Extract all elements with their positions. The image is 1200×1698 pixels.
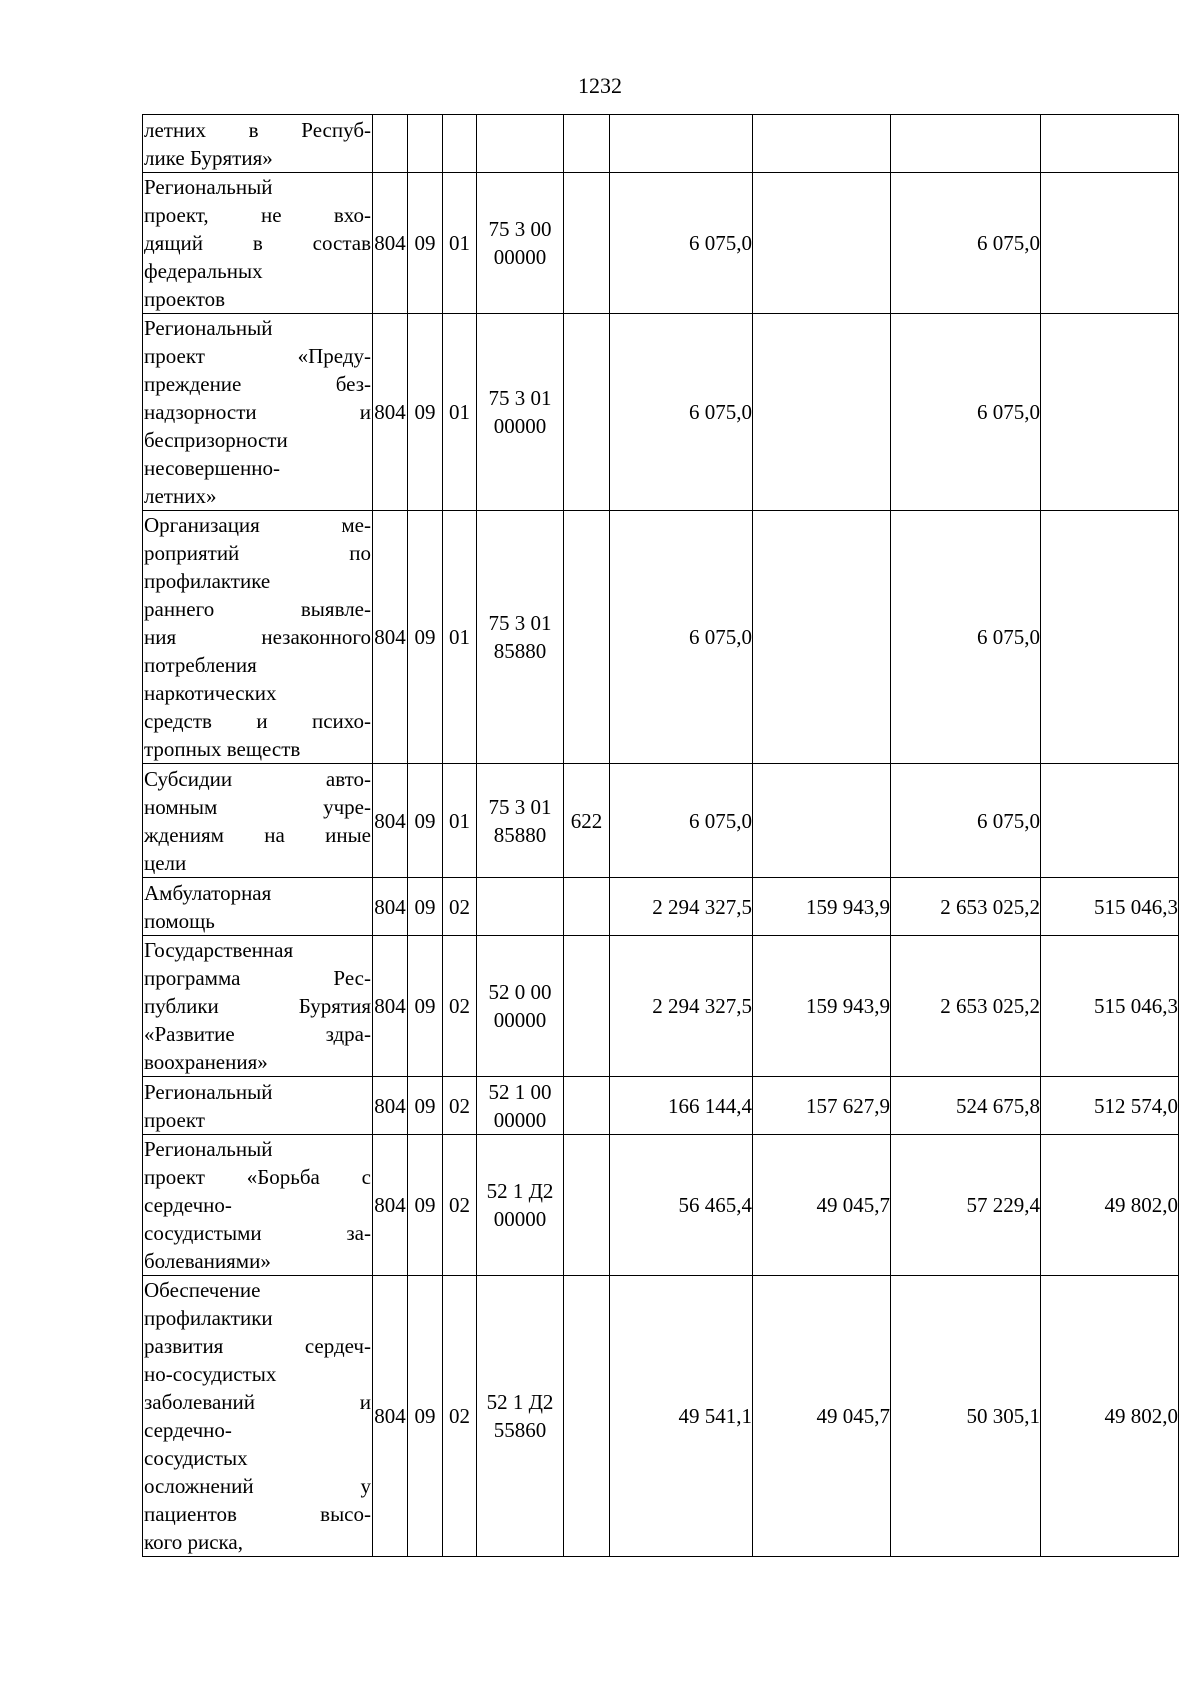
subsection-code-cell: 02 (443, 1077, 477, 1135)
item-name-line: тропных веществ (144, 737, 301, 761)
target-article-line: 85880 (493, 822, 547, 847)
target-article-cell (477, 1276, 564, 1557)
item-name-line: проект «Преду- (144, 344, 371, 368)
amount-cell-3: 6 075,0 (891, 314, 1041, 511)
item-name-line: ния незаконного (144, 625, 371, 649)
item-name-line: но-сосудистых (144, 1362, 277, 1386)
amount-cell-1: 166 144,4 (610, 1077, 753, 1135)
item-name-line: Субсидии авто- (144, 766, 371, 791)
item-name-line: потребления (144, 653, 257, 677)
amount-cell-1: 2 294 327,5 (610, 936, 753, 1077)
budget-table (142, 114, 1179, 1557)
amount-cell-2 (753, 314, 891, 511)
item-name-cell (143, 1135, 373, 1276)
amount-cell-4: 512 574,0 (1041, 1077, 1179, 1135)
expense-type-cell (564, 1135, 610, 1276)
item-name-line: помощь (144, 908, 215, 933)
amount-cell-4: 49 802,0 (1041, 1135, 1179, 1276)
target-article-cell (477, 764, 564, 878)
amount-cell-1: 6 075,0 (610, 173, 753, 314)
amount-cell-3 (891, 115, 1041, 173)
page-number: 1232 (578, 73, 622, 98)
target-article-cell (477, 1135, 564, 1276)
expense-type-cell (564, 1077, 610, 1135)
item-name-line: публики Бурятия (144, 994, 371, 1018)
subsection-code-cell: 02 (443, 936, 477, 1077)
section-code-cell: 09 (408, 1135, 443, 1276)
item-name-line: беспризорности (144, 428, 288, 452)
subsection-code-cell: 02 (443, 1135, 477, 1276)
item-name-line: преждение без- (144, 372, 371, 396)
amount-cell-1: 6 075,0 (610, 511, 753, 764)
item-name-line: болеваниями» (144, 1249, 271, 1273)
item-name-line: летних» (144, 484, 217, 508)
item-name-line: Амбулаторная (144, 880, 272, 905)
item-name-line: несовершенно- (144, 456, 280, 480)
expense-type-cell (564, 1276, 610, 1557)
item-name-line: дящий в состав (144, 231, 371, 255)
item-name-line: программа Рес- (144, 966, 371, 990)
item-name-cell (143, 115, 373, 173)
item-name-line: сосудистыми за- (144, 1221, 371, 1245)
amount-cell-3: 6 075,0 (891, 764, 1041, 878)
target-article-line: 00000 (493, 414, 547, 438)
item-name-cell (143, 511, 373, 764)
item-name-line: пациентов высо- (144, 1502, 371, 1526)
target-article-line: 52 1 00 (488, 1079, 552, 1104)
target-article-line: 00000 (493, 1107, 547, 1132)
item-name-line: Организация ме- (144, 513, 371, 537)
item-name-cell (143, 314, 373, 511)
amount-cell-4 (1041, 173, 1179, 314)
subsection-code-cell: 02 (443, 1276, 477, 1557)
table-row (143, 1077, 1179, 1135)
ministry-code-cell: 804 (373, 878, 408, 936)
target-article-line: 00000 (493, 1207, 547, 1231)
table-row (143, 511, 1179, 764)
item-name-line: профилактики (144, 1306, 273, 1330)
expense-type-cell (564, 115, 610, 173)
item-name-line: сердечно- (144, 1418, 232, 1442)
ministry-code-cell: 804 (373, 1276, 408, 1557)
amount-cell-1: 6 075,0 (610, 314, 753, 511)
target-article-cell (477, 878, 564, 936)
subsection-code-cell: 02 (443, 878, 477, 936)
amount-cell-1: 6 075,0 (610, 764, 753, 878)
item-name-line: федеральных (144, 259, 263, 283)
amount-cell-4: 515 046,3 (1041, 936, 1179, 1077)
table-row (143, 314, 1179, 511)
subsection-code-cell: 01 (443, 314, 477, 511)
item-name-line: проект «Борьба с (144, 1165, 371, 1189)
item-name-cell (143, 1276, 373, 1557)
item-name-line: летних в Респуб- (144, 117, 371, 142)
ministry-code-cell: 804 (373, 1077, 408, 1135)
section-code-cell: 09 (408, 764, 443, 878)
item-name-line: проект (144, 1107, 205, 1132)
section-code-cell: 09 (408, 1276, 443, 1557)
target-article-line: 85880 (493, 639, 547, 663)
item-name-line: проект, не вхо- (144, 203, 371, 227)
item-name-line: развития сердеч- (144, 1334, 371, 1358)
ministry-code-cell: 804 (373, 1135, 408, 1276)
expense-type-cell: 622 (564, 764, 610, 878)
target-article-line: 55860 (493, 1418, 547, 1442)
subsection-code-cell: 01 (443, 511, 477, 764)
amount-cell-3: 524 675,8 (891, 1077, 1041, 1135)
item-name-cell (143, 764, 373, 878)
section-code-cell: 09 (408, 511, 443, 764)
item-name-line: цели (144, 850, 187, 875)
amount-cell-3: 57 229,4 (891, 1135, 1041, 1276)
amount-cell-4 (1041, 115, 1179, 173)
item-name-line: лике Бурятия» (144, 145, 273, 170)
section-code-cell (408, 115, 443, 173)
target-article-line: 52 0 00 (488, 980, 552, 1004)
expense-type-cell (564, 314, 610, 511)
target-article-line: 75 3 01 (488, 794, 552, 819)
target-article-cell (477, 314, 564, 511)
item-name-cell (143, 173, 373, 314)
target-article-line: 52 1 Д2 (486, 1390, 554, 1414)
item-name-line: надзорности и (144, 400, 371, 424)
table-row (143, 115, 1179, 173)
amount-cell-2: 157 627,9 (753, 1077, 891, 1135)
target-article-cell (477, 936, 564, 1077)
section-code-cell: 09 (408, 936, 443, 1077)
item-name-line: заболеваний и (144, 1390, 371, 1414)
amount-cell-2 (753, 173, 891, 314)
item-name-line: кого риска, (144, 1530, 243, 1554)
item-name-line: роприятий по (144, 541, 371, 565)
table-row (143, 878, 1179, 936)
target-article-line: 75 3 00 (488, 217, 552, 241)
amount-cell-2: 159 943,9 (753, 878, 891, 936)
section-code-cell: 09 (408, 878, 443, 936)
item-name-cell (143, 878, 373, 936)
item-name-line: Региональный (144, 316, 273, 340)
item-name-line: сосудистых (144, 1446, 248, 1470)
amount-cell-3: 2 653 025,2 (891, 936, 1041, 1077)
table-row (143, 936, 1179, 1077)
ministry-code-cell (373, 115, 408, 173)
item-name-line: Региональный (144, 1079, 273, 1104)
table-row (143, 1135, 1179, 1276)
ministry-code-cell: 804 (373, 936, 408, 1077)
item-name-line: Обеспечение (144, 1278, 261, 1302)
amount-cell-2: 49 045,7 (753, 1135, 891, 1276)
ministry-code-cell: 804 (373, 764, 408, 878)
item-name-line: номным учре- (144, 794, 371, 819)
target-article-line: 75 3 01 (488, 611, 552, 635)
target-article-line: 00000 (493, 1008, 547, 1032)
subsection-code-cell (443, 115, 477, 173)
amount-cell-4: 49 802,0 (1041, 1276, 1179, 1557)
amount-cell-1: 2 294 327,5 (610, 878, 753, 936)
ministry-code-cell: 804 (373, 173, 408, 314)
amount-cell-2 (753, 115, 891, 173)
item-name-cell (143, 936, 373, 1077)
amount-cell-4 (1041, 511, 1179, 764)
target-article-cell (477, 511, 564, 764)
item-name-line: Государственная (144, 938, 294, 962)
expense-type-cell (564, 173, 610, 314)
target-article-line: 75 3 01 (488, 386, 552, 410)
item-name-line: сердечно- (144, 1193, 232, 1217)
item-name-line: наркотических (144, 681, 277, 705)
section-code-cell: 09 (408, 1077, 443, 1135)
section-code-cell: 09 (408, 173, 443, 314)
target-article-cell (477, 173, 564, 314)
item-name-cell (143, 1077, 373, 1135)
target-article-cell (477, 1077, 564, 1135)
amount-cell-1: 49 541,1 (610, 1276, 753, 1557)
amount-cell-1 (610, 115, 753, 173)
subsection-code-cell: 01 (443, 764, 477, 878)
amount-cell-4: 515 046,3 (1041, 878, 1179, 936)
item-name-line: осложнений у (144, 1474, 371, 1498)
ministry-code-cell: 804 (373, 511, 408, 764)
item-name-line: средств и психо- (144, 709, 371, 733)
amount-cell-2 (753, 511, 891, 764)
item-name-line: Региональный (144, 175, 273, 199)
subsection-code-cell: 01 (443, 173, 477, 314)
section-code-cell: 09 (408, 314, 443, 511)
amount-cell-3: 6 075,0 (891, 173, 1041, 314)
table-row (143, 1276, 1179, 1557)
amount-cell-3: 2 653 025,2 (891, 878, 1041, 936)
item-name-line: раннего выявле- (144, 597, 371, 621)
table-body (143, 115, 1179, 1557)
target-article-line: 52 1 Д2 (486, 1179, 554, 1203)
table-row (143, 173, 1179, 314)
item-name-line: профилактике (144, 569, 271, 593)
expense-type-cell (564, 878, 610, 936)
amount-cell-4 (1041, 314, 1179, 511)
target-article-cell (477, 115, 564, 173)
expense-type-cell (564, 511, 610, 764)
item-name-line: «Развитие здра- (144, 1022, 371, 1046)
amount-cell-3: 50 305,1 (891, 1276, 1041, 1557)
amount-cell-2: 49 045,7 (753, 1276, 891, 1557)
amount-cell-3: 6 075,0 (891, 511, 1041, 764)
ministry-code-cell: 804 (373, 314, 408, 511)
table-row (143, 764, 1179, 878)
target-article-line: 00000 (493, 245, 547, 269)
amount-cell-4 (1041, 764, 1179, 878)
amount-cell-2: 159 943,9 (753, 936, 891, 1077)
item-name-line: воохранения» (144, 1050, 268, 1074)
item-name-line: Региональный (144, 1137, 273, 1161)
item-name-line: ждениям на иные (144, 822, 371, 847)
amount-cell-2 (753, 764, 891, 878)
item-name-line: проектов (144, 287, 226, 311)
expense-type-cell (564, 936, 610, 1077)
amount-cell-1: 56 465,4 (610, 1135, 753, 1276)
